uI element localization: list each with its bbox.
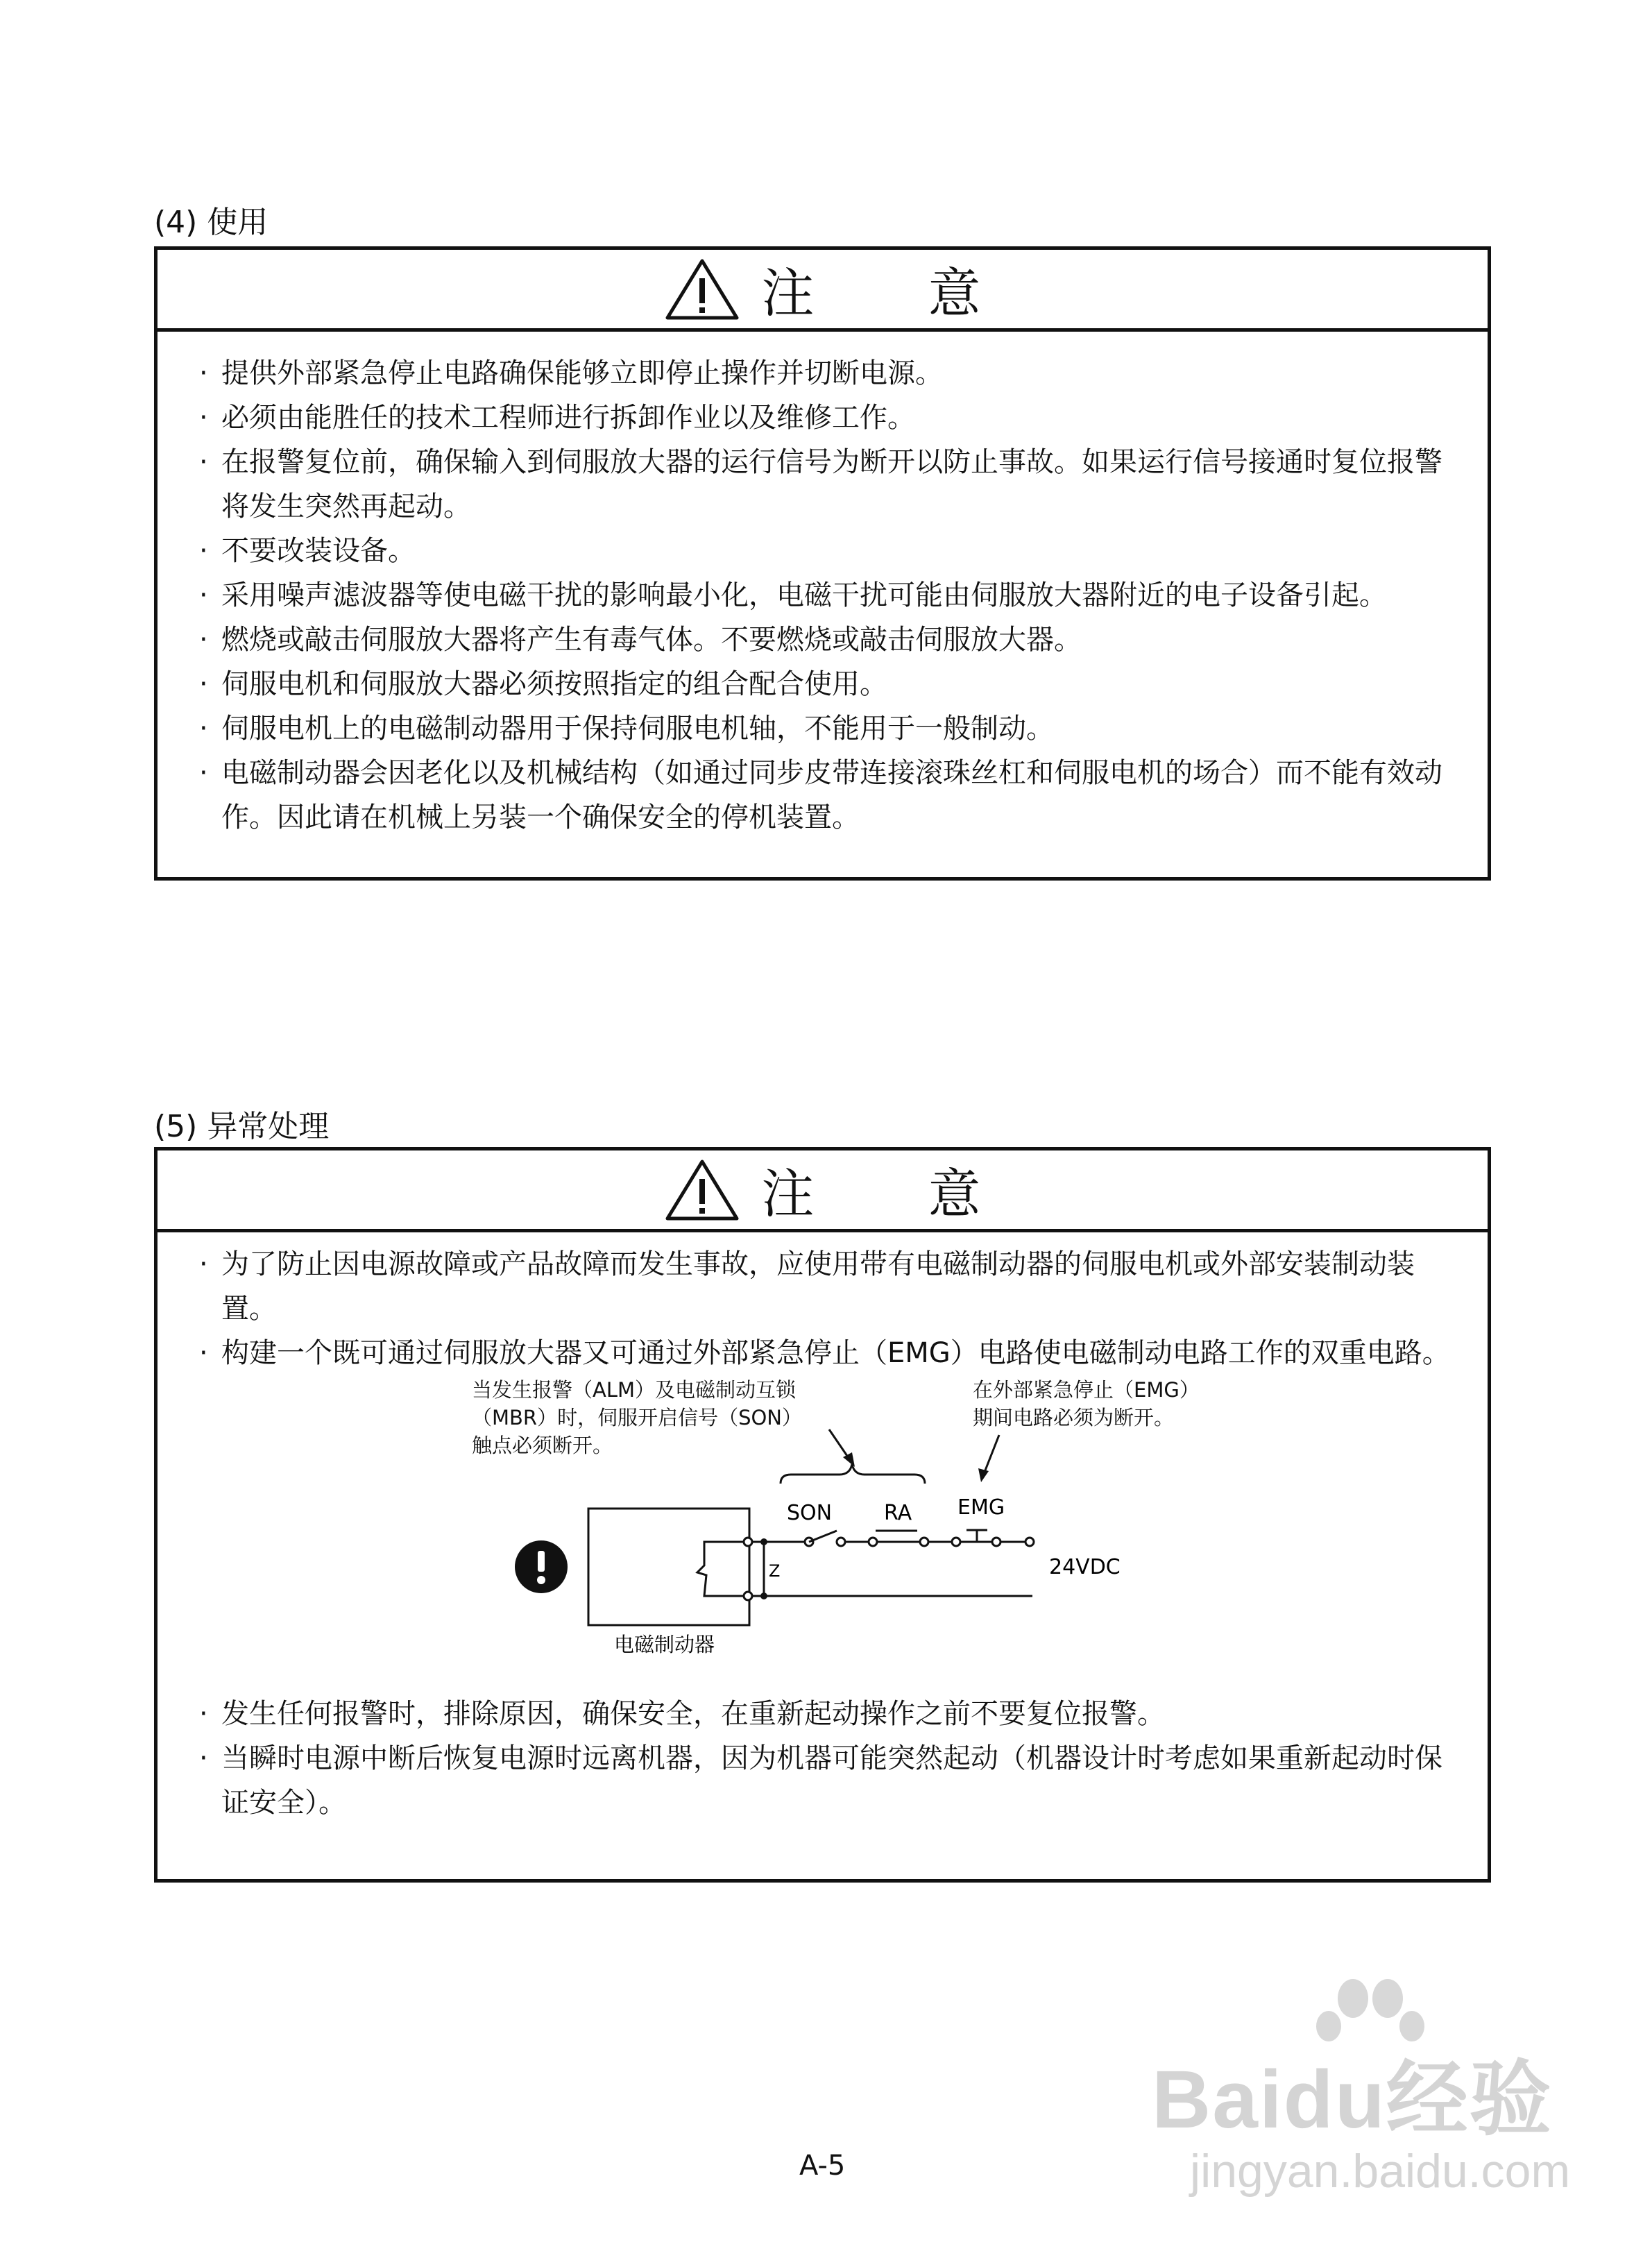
page-number: A-5 [799, 2150, 846, 2182]
note-right-line-1: 在外部紧急停止（EMG） [973, 1378, 1200, 1402]
brake-label: 电磁制动器 [614, 1633, 715, 1656]
watermark-url: jingyan.baidu.com [1190, 2145, 1571, 2198]
caution-item-text: 燃烧或敲击伺服放大器将产生有毒气体。不要燃烧或敲击伺服放大器。 [221, 624, 1082, 656]
bullet-dot: · [199, 446, 208, 478]
note-left-line-3: 触点必须断开。 [472, 1434, 613, 1457]
watermark-logo: Baidu经验 [1152, 2054, 1553, 2146]
caution-item-text: 采用噪声滤波器等使电磁干扰的影响最小化，电磁干扰可能由伺服放大器附近的电子设备引起。 [221, 579, 1387, 611]
supply-label: 24VDC [1049, 1555, 1121, 1579]
caution-item-text: 构建一个既可通过伺服放大器又可通过外部紧急停止（EMG）电路使电磁制动电路工作的双重电路。 [221, 1337, 1450, 1369]
ra-label: RA [884, 1501, 912, 1525]
bullet-dot: · [199, 579, 208, 611]
caution-item-text: 在报警复位前，确保输入到伺服放大器的运行信号为断开以防止事故。如果运行信号接通时复位报警将发生突然再起动。 [221, 446, 1442, 523]
caution-item-text: 当瞬时电源中断后恢复电源时远离机器，因为机器可能突然起动（机器设计时考虑如果重新起动时保证安全）。 [221, 1742, 1442, 1819]
caution-label: 注 意 [761, 1163, 1030, 1225]
caution-label: 注 意 [761, 262, 1030, 324]
bullet-dot: · [199, 1248, 208, 1280]
emg-label: EMG [957, 1495, 1005, 1520]
bullet-dot: · [199, 535, 208, 567]
caution-item-text: 伺服电机和伺服放大器必须按照指定的组合配合使用。 [221, 668, 887, 700]
caution-item-text: 伺服电机上的电磁制动器用于保持伺服电机轴，不能用于一般制动。 [221, 713, 1054, 745]
bullet-dot: · [199, 668, 208, 700]
arrow-right [984, 1435, 999, 1474]
bullet-dot: · [199, 713, 208, 745]
bullet-dot: · [199, 1742, 208, 1774]
note-left-line-2: （MBR）时，伺服开启信号（SON） [472, 1406, 802, 1429]
ra-contact [869, 1538, 877, 1546]
bullet-dot: · [199, 402, 208, 434]
caution-item-text: 提供外部紧急停止电路确保能够立即停止操作并切断电源。 [221, 357, 943, 389]
section-5-title: (5) 异常处理 [154, 1109, 330, 1144]
caution-item-text: 不要改装设备。 [221, 535, 416, 567]
bullet-dot: · [199, 357, 208, 389]
caution-item-text: 必须由能胜任的技术工程师进行拆卸作业以及维修工作。 [221, 402, 915, 434]
emg-contact [952, 1538, 960, 1546]
note-left-line-1: 当发生报警（ALM）及电磁制动互锁 [472, 1378, 797, 1402]
brace-bracket [781, 1464, 925, 1484]
brake-box [588, 1509, 749, 1625]
son-label: SON [787, 1501, 833, 1525]
section-4-title: (4) 使用 [154, 205, 269, 240]
varistor-label: Z [769, 1561, 781, 1581]
caution-item-text: 为了防止因电源故障或产品故障而发生事故，应使用带有电磁制动器的伺服电机或外部安装制动装置。 [221, 1248, 1415, 1325]
caution-item-text: 发生任何报警时，排除原因，确保安全，在重新起动操作之前不要复位报警。 [221, 1698, 1165, 1730]
note-right-line-2: 期间电路必须为断开。 [973, 1406, 1175, 1429]
bullet-dot: · [199, 624, 208, 656]
bullet-dot: · [199, 1337, 208, 1369]
caution-item-text: 电磁制动器会因老化以及机械结构（如通过同步皮带连接滚珠丝杠和伺服电机的场合）而不能有效动作。因此请在机械上另装一个确保安全的停机装置。 [221, 757, 1442, 833]
bullet-dot: · [199, 1698, 208, 1730]
bullet-dot: · [199, 757, 208, 789]
